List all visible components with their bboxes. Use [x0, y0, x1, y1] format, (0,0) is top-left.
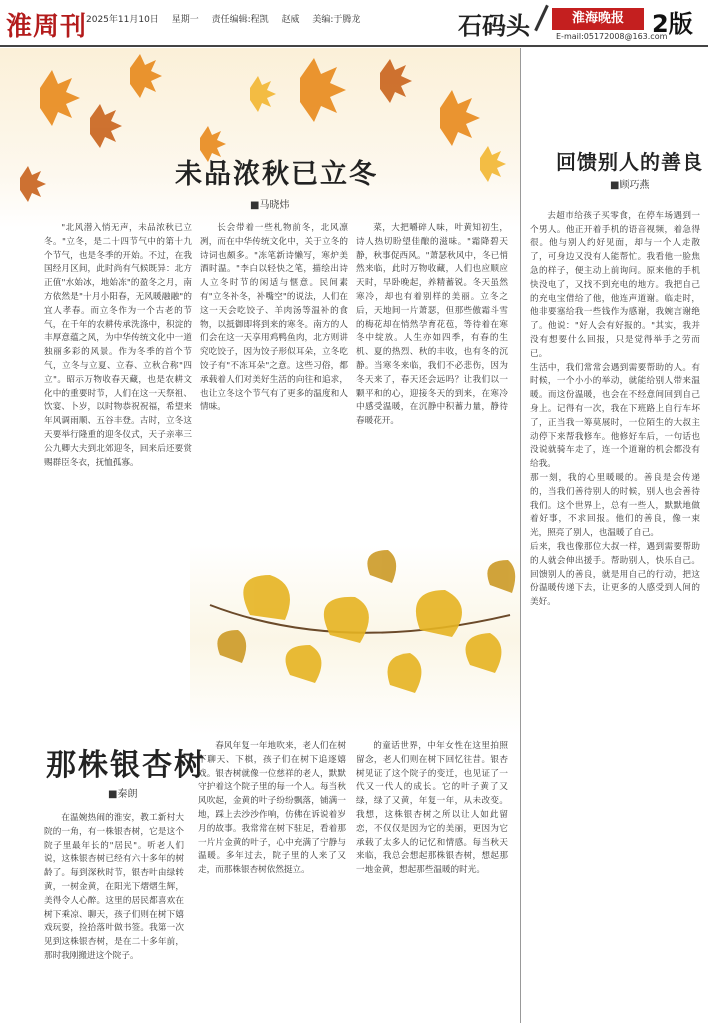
- article2-column-2: [198, 740, 346, 1020]
- issue-meta: [86, 12, 370, 25]
- column-divider: [520, 48, 521, 1023]
- article2-author: ■秦朗: [108, 789, 138, 800]
- issue-weekday: 星期一: [171, 15, 199, 25]
- ginkgo-leaves-illustration: [190, 545, 520, 735]
- article1-text-1: "北风潜入悄无声，未品浓秋已立冬。"立冬，是二十四节气中的第十九个节气，也是冬季的开始。不过，在我国经月区间，此时尚有气候既异：北方正值"水始冰，地始冻"的盈冬之月，南方依然是"十月小阳春，无风暖融融"的宜人孝春。而立冬作为一个古老的节气，在千年的农耕传承洗涤中，积淀的丰厚意蕴之风，为中华传统文化中一道独丽多彩的风景。作为冬季的首个节气，立冬与立夏、立春、立秋合称"四立"。昭示万物收春天藏，也是农耕文化中的重要时节，人们在这一天祭祖、饮宴、卜岁，以时物恭祝祝福，希望来年风调雨顺、五谷丰登。古时，立冬这天要举行隆重的迎冬仪式，天子亲率三公九卿大夫到北郊迎冬，回来后还要赏赐群臣冬衣，抚恤孤寡。: [44, 223, 192, 468]
- header-rule: [0, 45, 708, 47]
- article1-column-3: [356, 222, 508, 540]
- proofreader: 赵威: [281, 15, 300, 25]
- article2-title: 那株银杏树: [46, 748, 206, 783]
- page-name: 石码头: [458, 12, 530, 40]
- article1-title: 未品浓秋已立冬: [175, 159, 378, 190]
- email: E-mail:05172008@163.com: [556, 32, 668, 41]
- article1-author: ■马晓炜: [250, 200, 290, 211]
- article1-column-1: [44, 222, 192, 540]
- article1-text-3: 菜，大把嚼碎人味，叶黄知初生，诗人热切盼望佳酿的滋味。"霜降碧天静，秋事促西风。"萧瑟秋风中，冬已悄然来临，此时万物收藏，人们也应顺应天时，早卧晚起，养精蓄锐。冬天虽然寒冷，却也有着别样的美丽。立冬之后，天地间一片萧瑟，但那些傲霜斗雪的梅花却在悄然孕育花苞，等待着在寒冬中绽放。人生亦如四季，有春的生机、夏的热烈、秋的丰收，也有冬的沉静。当寒冬来临，我们不必悲伤，因为冬天来了，春天还会远吗？让我们以一颗平和的心，迎接冬天的到来，在寒冷中感受温暖，在沉静中积蓄力量，静待春暖花开。: [356, 223, 508, 427]
- edition: 2版: [652, 10, 693, 38]
- logo: 淮周刊: [6, 12, 88, 42]
- article3-column: [530, 196, 700, 1022]
- article2-text-2: 春风年复一年地吹来，老人们在树下聊天、下棋，孩子们在树下追逐嬉戏。银杏树就像一位慈祥的老人，默默守护着这个院子里的每一个人。每当秋风吹起，金黄的叶子纷纷飘落，铺满一地，踩上去沙沙作响，仿佛在诉说着岁月的故事。我常常在树下驻足，看着那一片片金黄的叶子，心中充满了宁静与温暖。多年过去，院子里的人来了又走，而那株银杏树依然挺立。: [198, 741, 346, 876]
- article2-column-3: [356, 740, 508, 1020]
- newspaper-badge: 淮海晚报: [552, 8, 644, 30]
- divider-slash: [534, 5, 549, 32]
- article1-column-2: [200, 222, 348, 540]
- article3-author: ■顾巧燕: [610, 180, 650, 191]
- issue-date: 2025年11月10日: [86, 15, 159, 25]
- article2-text-1: 在温婉热闹的淮安，教工新村大院的一角，有一株银杏树，它是这个院子里最年长的"居民"。听老人们说，这株银杏树已经有六十多年的树龄了。每到深秋时节，银杏叶由绿转黄，一树金黄，在阳光下熠熠生辉，美得令人心醉。这里的居民都喜欢在树下乘凉、聊天，孩子们则在树下嬉戏玩耍，捡拾落叶做书签。我第一次见到这株银杏树，是在二十多年前，那时我刚搬进这个院子。: [44, 813, 184, 961]
- article3-title: 回馈别人的善良: [556, 150, 703, 174]
- article1-text-2: 长会带着一些札物前冬，北风凛冽，而在中华传统文化中，关于立冬的诗词也颇多。"冻笔新诗懒写，寒炉美酒时温。"李白以轻快之笔，描绘出诗人立冬时节的闲适与惬意。民间素有"立冬补冬，补嘴空"的说法，人们在这一天会吃饺子、羊肉汤等温补的食物，以抵御即将到来的寒冬。南方的人们会在这一天享用鸡鸭鱼肉，北方则讲究吃饺子，因为饺子形似耳朵，立冬吃饺子有"不冻耳朵"之意。这些习俗，都承载着人们对美好生活的向往和追求，也让立冬这个节气有了更多的温度和人情味。: [200, 223, 348, 413]
- page-header: [0, 0, 708, 46]
- article2-column-1: [44, 812, 184, 1020]
- article2-text-3: 的童话世界，中年女性在这里拍照留念，老人们则在树下回忆往昔。银杏树见证了这个院子的变迁，也见证了一代又一代人的成长。它的叶子黄了又绿，绿了又黄，年复一年，从未改变。我想，这株银杏树之所以让人如此留恋，不仅仅是因为它的美丽，更因为它承载了太多人的记忆和情感。每当秋天来临，我总会想起那株银杏树，想起那一地金黄，想起那些温暖的时光。: [356, 741, 508, 876]
- article3-text: 去超市给孩子买零食，在停车场遇到一个男人。他正开着手机的语音视频，着急得很。他与别人约好见面，却与一个人走散了，可身边又没有人能帮忙。我看他一脸焦急的样子，便主动上前询问。原来他的手机快没电了，又找不到充电的地方。我把自己的充电宝借给了他，他连声道谢。临走时，他非要塞给我一些钱作为感谢，我婉言谢绝了。他说："好人会有好报的。"其实，我并没有想要什么回报，只是觉得举手之劳而已。 生活中，我们常常会遇到需要帮助的人。有时候，一个小小的举动，就能给别人带来温暖。而这份温暖，也会在不经意间回到自己身上。记得有一次，我在下班路上自行车坏了，正当我一筹莫展时，一位陌生的大叔主动停下来帮我修车。他修好车后，一句话也没说就骑车走了，连一个道谢的机会都没有给我。 那一刻，我的心里暖暖的。善良是会传递的，当我们善待别人的时候，别人也会善待我们。这个世界上，总有一些人，默默地做着好事，不求回报。他们的善良，像一束光，照亮了别人，也温暖了自己。 后来，我也像那位大叔一样，遇到需要帮助的人就会伸出援手。帮助别人，快乐自己。回馈别人的善良，就是用自己的行动，把这份温暖传递下去，让更多的人感受到人间的美好。: [530, 210, 700, 608]
- designer: 美编:于腾龙: [312, 15, 361, 25]
- editor: 责任编辑:程凯: [211, 15, 269, 25]
